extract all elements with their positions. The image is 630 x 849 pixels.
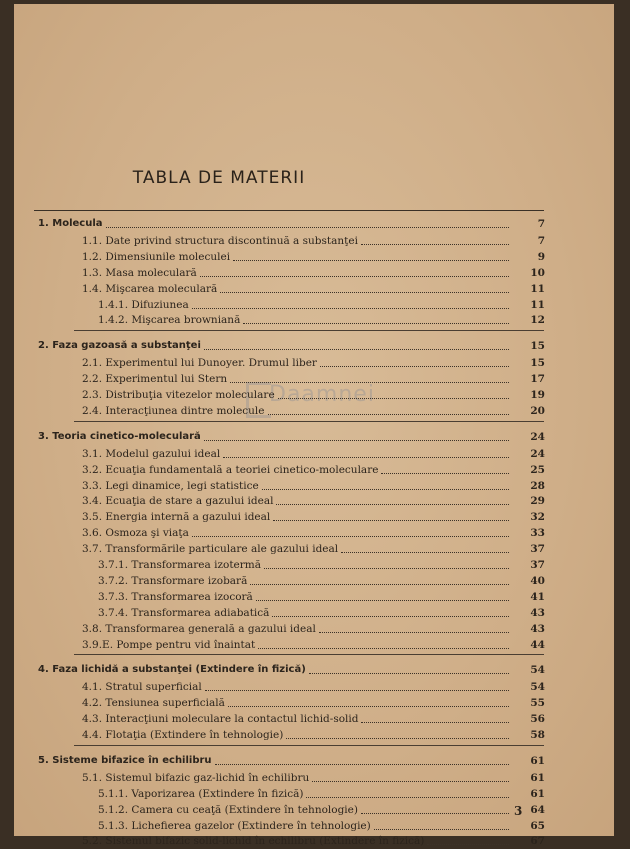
toc-dot-leader [220, 292, 509, 293]
toc-entry-number: 4.1. [82, 681, 103, 694]
toc-dot-leader [228, 706, 509, 707]
toc-entry-text: Transformarea adiabatică [131, 606, 270, 619]
toc-entry-page: 61 [530, 787, 545, 800]
toc-entry-text: Flotaţia (Extindere în tehnologie) [105, 729, 284, 741]
toc-entry [14, 493, 614, 509]
toc-entry-page: 40 [530, 574, 545, 587]
toc-dot-leader [273, 520, 509, 521]
toc-entry-number: 3.4. [82, 495, 103, 508]
toc-entry-page: 64 [530, 803, 545, 816]
toc-dot-leader [204, 440, 509, 441]
toc-entry-page: 58 [530, 729, 545, 741]
toc-entry-number: 1.4.2. [98, 314, 129, 327]
toc-entry-label [98, 786, 303, 802]
toc-entry-number: 1.1. [82, 234, 103, 247]
toc-entry-page: 61 [530, 771, 545, 784]
toc-entry-text: Osmoza şi viaţa [105, 527, 189, 540]
toc-entry-label [82, 637, 255, 653]
toc-entry-page: 7 [537, 234, 545, 247]
toc-entry-page: 19 [530, 389, 545, 401]
toc-entry-text: Faza gazoasă a substanţei [52, 340, 201, 352]
toc-entry-page: 37 [530, 559, 545, 571]
toc-entry [14, 662, 614, 678]
toc-entry [14, 281, 614, 297]
toc-entry [14, 802, 614, 818]
toc-entry-number: 3.7.4. [98, 606, 129, 619]
toc-entry [14, 403, 614, 419]
toc-entry-label [82, 371, 227, 387]
toc-entry-page: 15 [530, 340, 545, 353]
toc-entry-text: Experimentul lui Stern [105, 373, 228, 386]
section-divider [74, 330, 544, 331]
toc-entry-label [82, 249, 230, 265]
toc-entry-number: 1.4.1. [98, 298, 129, 311]
toc-entry-text: Tensiunea superficială [105, 697, 225, 710]
toc-entry [14, 770, 614, 786]
toc-entry-number: 3.7.2. [98, 574, 129, 587]
toc-entry-number: 5.2. [82, 835, 103, 848]
toc-entry [14, 833, 614, 849]
toc-entry-page: 17 [530, 373, 545, 386]
toc-entry-number: 1.4. [82, 282, 103, 295]
toc-entry-text: Vaporizarea (Extindere în fizică) [131, 787, 304, 800]
toc-entry-label [38, 753, 212, 769]
toc-entry-label [98, 802, 358, 818]
toc-dot-leader [233, 260, 509, 261]
toc-entry-label [98, 297, 189, 313]
section-divider [74, 745, 544, 746]
toc-entry-page: 54 [530, 681, 545, 694]
toc-entry-text: Pompe pentru vid înaintat [116, 638, 256, 651]
toc-entry-label [98, 312, 240, 328]
toc-entry-label [82, 770, 309, 786]
toc-entry-page: 41 [530, 590, 545, 603]
toc-entry-label [82, 833, 424, 849]
toc-entry [14, 355, 614, 371]
toc-entry-number: 1. [38, 218, 49, 229]
toc-entry-page: 65 [530, 819, 545, 832]
toc-entry-label [82, 355, 317, 371]
toc-entry-number: 4.2. [82, 697, 103, 710]
toc-entry-text: Sistemul bifazic solid-lichid în echilibru (Extindere în fizică) [105, 835, 425, 848]
toc-entry-text: Dimensiunile moleculei [105, 250, 231, 263]
toc-entry-page: 11 [530, 282, 545, 295]
toc-entry-number: 3.2. [82, 463, 103, 476]
toc-entry-number: 2.1. [82, 357, 103, 370]
toc-entry-page: 20 [530, 404, 545, 417]
toc-entry-label [82, 387, 275, 403]
toc-entry-label [38, 429, 201, 445]
toc-dot-leader [312, 781, 509, 782]
watermark: Daamnei [269, 382, 375, 407]
toc-entry-text: Molecula [52, 218, 103, 229]
toc-dot-leader [256, 600, 509, 601]
toc-entry-label [82, 403, 265, 419]
page-number: 3 [514, 804, 523, 818]
toc-entry-number: 3.5. [82, 511, 103, 524]
toc-dot-leader [272, 616, 509, 617]
toc-entry [14, 387, 614, 403]
toc-entry-text: Interacţiunea dintre molecule [105, 404, 265, 417]
toc-entry [14, 753, 614, 769]
toc-dot-leader [215, 764, 509, 765]
toc-dot-leader [230, 382, 509, 383]
toc-dot-leader [276, 504, 509, 505]
toc-entry-label [82, 233, 358, 249]
toc-entry-page: 12 [530, 314, 545, 327]
toc-dot-leader [286, 738, 509, 739]
toc-entry-number: 3.9.E. [82, 638, 114, 651]
toc-entry-page: 24 [530, 430, 545, 443]
toc-entry-text: Interacţiuni moleculare la contactul lichid-solid [105, 713, 359, 726]
toc-entry-number: 5.1.2. [98, 803, 129, 816]
toc-entry-number: 3.7.1. [98, 559, 129, 571]
toc-entry [14, 541, 614, 557]
toc-entry [14, 605, 614, 621]
toc-entry [14, 462, 614, 478]
toc-dot-leader [309, 673, 509, 674]
toc-dot-leader [192, 308, 509, 309]
toc-entry-text: Legi dinamice, legi statistice [105, 479, 259, 492]
toc-entry [14, 297, 614, 313]
toc-entry [14, 216, 614, 232]
toc-entry [14, 818, 614, 834]
toc-entry-number: 5.1.1. [98, 787, 129, 800]
toc-entry-number: 3.6. [82, 527, 103, 540]
toc-entry-label [82, 525, 189, 541]
toc-entry-number: 2. [38, 340, 49, 352]
toc-entry-label [82, 265, 197, 281]
toc-dot-leader [320, 366, 509, 367]
toc-entry-page: 43 [530, 606, 545, 619]
toc-entry-label [82, 281, 217, 297]
toc-entry-label [98, 605, 269, 621]
toc-entry-page: 29 [530, 495, 545, 508]
toc-entry [14, 525, 614, 541]
toc-entry-number: 3.3. [82, 479, 103, 492]
toc-entry-text: Mişcarea moleculară [105, 282, 218, 295]
toc-entry-label [82, 679, 202, 695]
toc-entry-number: 3.8. [82, 622, 103, 635]
toc-dot-leader [250, 584, 509, 585]
toc-dot-leader [192, 536, 509, 537]
toc-entry-number: 5.1. [82, 771, 103, 784]
toc-entry-page: 55 [530, 697, 545, 710]
toc-entry-text: Sistemul bifazic gaz-lichid în echilibru [105, 771, 310, 784]
toc-entry-page: 28 [530, 479, 545, 492]
toc-entry-text: Masa moleculară [105, 266, 197, 279]
toc-entry [14, 233, 614, 249]
toc-entry-text: Experimentul lui Dunoyer. Drumul liber [105, 357, 317, 370]
toc-entry-text: Modelul gazului ideal [105, 447, 221, 460]
toc-entry [14, 371, 614, 387]
toc-entry [14, 695, 614, 711]
toc-dot-leader [306, 797, 509, 798]
toc-entry-text: Mişcarea browniană [131, 314, 241, 327]
toc-entry-label [82, 478, 259, 494]
toc-entry-text: Difuziunea [131, 298, 189, 311]
toc-entry [14, 727, 614, 743]
toc-entry-number: 2.3. [82, 389, 103, 401]
toc-entry-label [98, 557, 261, 573]
top-rule [34, 210, 544, 211]
toc-entry [14, 338, 614, 354]
toc-entry-page: 43 [530, 622, 545, 635]
toc-entry [14, 509, 614, 525]
toc-entry-number: 4.3. [82, 713, 103, 726]
book-page [14, 4, 614, 848]
toc-entry [14, 679, 614, 695]
toc-entry-page: 44 [530, 638, 545, 651]
toc-entry-page: 33 [530, 527, 545, 540]
toc-entry-number: 2.2. [82, 373, 103, 386]
toc-entry-text: Sisteme bifazice în echilibru [52, 754, 212, 766]
toc-dot-leader [361, 722, 509, 723]
toc-entry-text: Energia internă a gazului ideal [105, 511, 271, 524]
toc-entry-number: 3. [38, 430, 49, 442]
toc-entry-label [82, 695, 225, 711]
toc-entry-text: Transformarea izotermă [131, 559, 261, 571]
toc-dot-leader [106, 227, 509, 228]
toc-dot-leader [243, 323, 509, 324]
toc-entry-label [38, 338, 201, 354]
toc-dot-leader [278, 398, 509, 399]
toc-entry [14, 573, 614, 589]
toc-entry-number: 1.3. [82, 266, 103, 279]
toc-entry-text: Distribuţia vitezelor moleculare [105, 389, 275, 401]
toc-entry-text: Transformarea generală a gazului ideal [105, 622, 316, 635]
toc-dot-leader [262, 489, 509, 490]
toc-dot-leader [381, 473, 509, 474]
toc-entry-number: 5.1.3. [98, 819, 129, 832]
toc-entry-label [82, 621, 316, 637]
toc-entry-number: 3.1. [82, 447, 103, 460]
toc-entry [14, 265, 614, 281]
toc-dot-leader [319, 632, 509, 633]
toc-entry [14, 478, 614, 494]
toc-entry-page: 9 [537, 250, 545, 263]
toc-dot-leader [361, 244, 509, 245]
section-divider [74, 421, 544, 422]
toc-entry-label [98, 573, 247, 589]
toc-entry-label [82, 446, 220, 462]
toc-dot-leader [258, 648, 509, 649]
toc-entry-label [38, 662, 306, 678]
toc-entry [14, 249, 614, 265]
toc-entry-number: 3.7. [82, 543, 103, 556]
toc-entry-page: 25 [530, 463, 545, 476]
toc-entry-page: 24 [530, 447, 545, 460]
toc-entry-number: 1.2. [82, 250, 103, 263]
toc-entry [14, 446, 614, 462]
toc-entry-label [82, 462, 378, 478]
toc-entry [14, 557, 614, 573]
toc-entry-page: 32 [530, 511, 545, 524]
toc-entry-text: Transformările particulare ale gazului ideal [105, 543, 339, 556]
toc-entry-text: Ecuaţia fundamentală a teoriei cinetico-moleculare [105, 463, 379, 476]
toc-entry-text: Date privind structura discontinuă a substanţei [105, 234, 358, 247]
toc-entry-number: 2.4. [82, 404, 103, 417]
toc-entry [14, 621, 614, 637]
toc-entry-text: Faza lichidă a substanţei (Extindere în fizică) [52, 664, 306, 676]
toc-entry [14, 711, 614, 727]
toc-entry-label [82, 727, 283, 743]
toc-entry-text: Camera cu ceaţă (Extindere în tehnologie) [131, 803, 358, 816]
toc-entry-page: 56 [530, 713, 545, 726]
toc-entry [14, 786, 614, 802]
toc-entry-page: 61 [530, 754, 545, 767]
toc-entry-text: Ecuaţia de stare a gazului ideal [105, 495, 274, 508]
toc-entry-page: 10 [530, 266, 545, 279]
toc-entry-page: 67 [530, 835, 545, 848]
toc-entry-text: Lichefierea gazelor (Extindere în tehnologie) [131, 819, 371, 832]
toc-entry-label [38, 216, 103, 232]
toc-dot-leader [264, 568, 509, 569]
toc-dot-leader [200, 276, 509, 277]
toc-entry [14, 429, 614, 445]
toc-entry-page: 37 [530, 543, 545, 556]
toc-dot-leader [204, 349, 509, 350]
toc-entry [14, 637, 614, 653]
toc-entry-text: Transformare izobară [131, 574, 248, 587]
toc-entry-label [82, 493, 273, 509]
toc-entry-page: 7 [537, 218, 545, 230]
toc-entry-number: 3.7.3. [98, 590, 129, 603]
toc-entry-page: 15 [530, 357, 545, 370]
toc-entry-page: 54 [530, 664, 545, 677]
toc-dot-leader [374, 829, 509, 830]
toc-entry-number: 5. [38, 754, 49, 766]
toc-entry-page: 11 [530, 298, 545, 311]
toc-dot-leader [205, 690, 509, 691]
toc-entry [14, 312, 614, 328]
toc-entry-label [98, 818, 371, 834]
toc-dot-leader [361, 813, 509, 814]
toc-entry-label [82, 509, 270, 525]
toc-dot-leader [341, 552, 509, 553]
toc-entry-text: Stratul superficial [105, 681, 202, 694]
toc-entry-text: Teoria cinetico-moleculară [52, 430, 201, 442]
toc-entry-label [98, 589, 253, 605]
toc-entry [14, 589, 614, 605]
page-title: TABLA DE MATERII [132, 168, 306, 188]
toc-entry-number: 4. [38, 664, 49, 676]
toc-dot-leader [427, 844, 509, 845]
toc-entry-text: Transformarea izocoră [131, 590, 253, 603]
toc-entry-number: 4.4. [82, 729, 103, 741]
toc-entry-label [82, 541, 338, 557]
section-divider [74, 654, 544, 655]
toc-dot-leader [223, 457, 509, 458]
toc-entry-label [82, 711, 358, 727]
toc-dot-leader [268, 414, 509, 415]
